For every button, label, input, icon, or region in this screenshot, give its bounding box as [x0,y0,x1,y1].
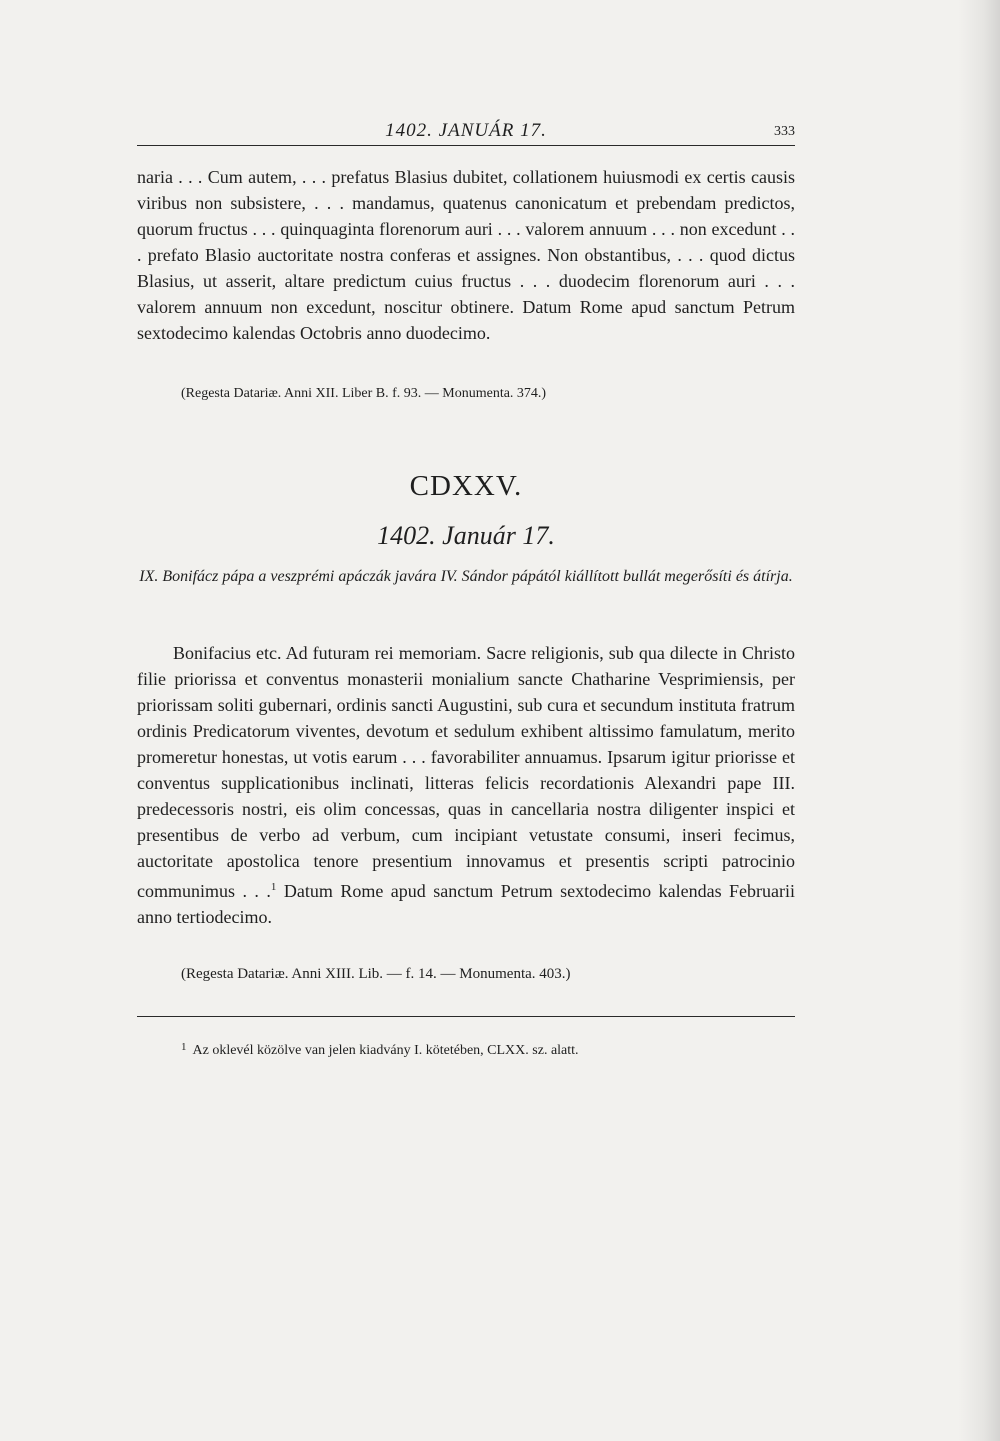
running-head [137,118,795,144]
continuation-paragraph: naria . . . Cum autem, . . . prefatus Blasius dubitet, collationem huiusmodi ex certis causis viribus non subsistere, . . . mandamus, quatenus canonicatum et prebendam predictos, quorum fructus . . . quinquaginta florenorum auri . . . valorem annuum . . . non excedunt . . . prefato Blasio auctoritate nostra conferas et assignes. Non obstantibus, . . . quod dictus Blasius, ut asserit, altare predictum cuius fructus . . . duodecim florenorum auri . . . valorem annuum non excedunt, noscitur obtinere. Datum Rome apud sanctum Petrum sextodecimo kalendas Octobris anno duodecimo. [137,167,795,343]
document-text-main: Bonifacius etc. Ad futuram rei memoriam. Sacre religionis, sub qua dilecte in Christo filie priorissa et conventus monasterii monialium sancte Chatharine Vesprimiensis, per priorissam soliti gubernari, ordinis sancti Augustini, sub cura et secundum instituta fratrum ordinis Predicatorum viventes, devotum et sedulum exhibent altissimo famulatum, merito promeretur honestas, ut votis earum . . . favorabiliter annuamus. Ipsarum igitur priorisse et conventus supplicationibus inclinati, litteras felicis recordationis Alexandri pape III. predecessoris nostri, eis olim concessas, quas in cancellaria nostra diligenter inspici et presentibus de verbo ad verbum, cum incipiant vetustate consumi, inseri fecimus, auctoritate apostolica tenore presentium innovamus et presentis scripti patrocinio communimus . . . [137,643,795,901]
running-title: 1402. JANUÁR 17. [385,120,547,141]
document-date: 1402. Január 17. [377,521,555,550]
document-number: CDXXV. [409,470,523,502]
continuation-source-note: (Regesta Datariæ. Anni XII. Liber B. f. 93. — Monumenta. 374.) [181,386,547,401]
binding-shadow [958,0,1000,1441]
document-text-end: Datum Rome apud sanctum Petrum sextodecimo kalendas Februarii anno tertiodecimo. [137,881,796,927]
footnote-rule [137,1016,795,1017]
header-rule [137,145,795,146]
footnote-marker: 1 [181,1041,187,1053]
footnote-text: Az oklevél közölve van jelen kiadvány I. kötetében, CLXX. sz. alatt. [192,1043,579,1058]
document-text [137,640,795,930]
footnote-reference: 1 [270,881,277,893]
page-number: 333 [774,124,795,139]
document-source-note: (Regesta Datariæ. Anni XIII. Lib. — f. 14. — Monumenta. 403.) [181,966,571,982]
footnote [181,1041,579,1059]
document-summary: IX. Bonifácz pápa a veszprémi apáczák javára IV. Sándor pápától kiállított bullát megerősíti és átírja. [139,568,793,585]
